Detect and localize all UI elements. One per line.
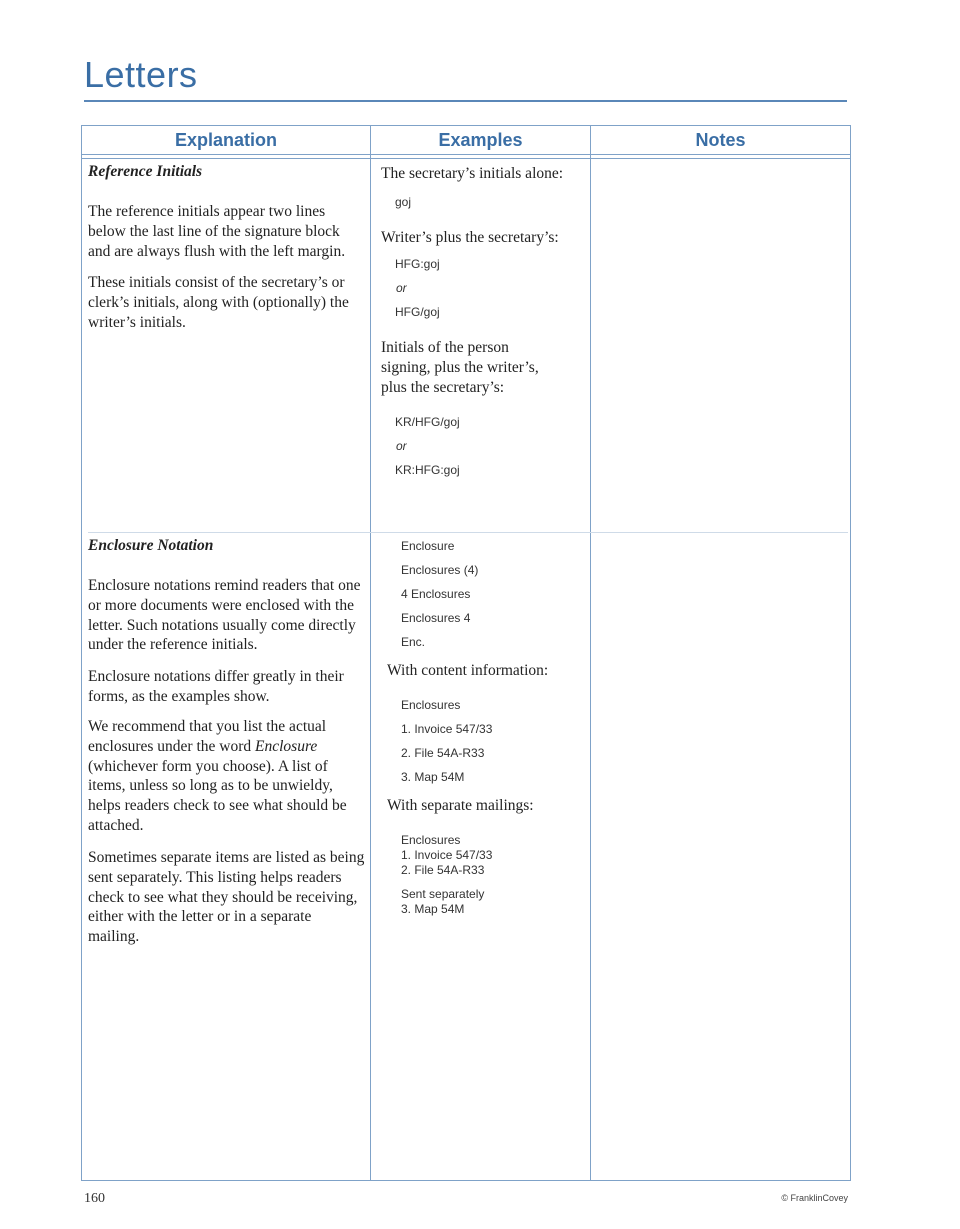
enclosure-paragraph-3-text: (whichever form you choose). A list of items, unless so long as to be unwieldy, helps readers check to see what should be attached. (88, 757, 347, 834)
example-item: HFG:goj (395, 257, 440, 271)
enclosure-form-item: Enclosure (401, 539, 455, 553)
header-rule-top (81, 154, 851, 155)
content-item: 1. Invoice 547/33 (401, 722, 493, 736)
content-item: 3. Map 54M (401, 770, 465, 784)
reference-initials-paragraph-1: The reference initials appear two lines below the last line of the signature block and are always flush with the left margin. (88, 203, 346, 260)
reference-initials-title: Reference Initials (88, 163, 203, 180)
title-rule (84, 100, 847, 102)
enclosure-form-item: Enc. (401, 635, 426, 649)
header-explanation: Explanation (174, 130, 277, 150)
page-title: Letters (84, 54, 198, 95)
reference-initials-paragraph-2: These initials consist of the secretary’s or clerk’s initials, along with (optionally) the writer’s initials. (88, 274, 349, 331)
example-item: goj (395, 195, 412, 209)
enclosure-form-item: Enclosures (4) (401, 563, 479, 577)
enclosure-paragraph-3 (88, 717, 366, 836)
example-item: KR:HFG:goj (395, 463, 460, 477)
content-item: Enclosures (401, 698, 461, 712)
example-or: or (396, 281, 407, 295)
enclosure-form-item: Enclosures 4 (401, 611, 471, 625)
enclosure-paragraph-1: Enclosure notations remind readers that one or more documents were enclosed with the letter. Such notations usually come directly under the reference initials. (88, 577, 361, 654)
header-notes: Notes (695, 130, 746, 150)
column-divider-1 (370, 125, 371, 1181)
example-item: HFG/goj (395, 305, 440, 319)
example-lead: With separate mailings: (387, 797, 534, 814)
enclosure-paragraph-2: Enclosure notations differ greatly in their forms, as the examples show. (88, 668, 344, 705)
content-item: 2. File 54A-R33 (401, 746, 485, 760)
row-separator (88, 532, 848, 533)
separate-item: 3. Map 54M (401, 902, 465, 916)
copyright: © FranklinCovey (781, 1193, 848, 1203)
column-divider-2 (590, 125, 591, 1181)
header-examples: Examples (438, 130, 523, 150)
separate-mailing-block (401, 887, 484, 917)
example-item: KR/HFG/goj (395, 415, 460, 429)
enclosure-paragraph-4: Sometimes separate items are listed as being sent separately. This listing helps readers check to see what they should be receiving, either with the letter or in a separate mailing. (88, 849, 365, 946)
separate-item: 1. Invoice 547/33 (401, 848, 493, 862)
separate-item: 2. File 54A-R33 (401, 863, 485, 877)
separate-item: Sent separately (401, 887, 485, 901)
separate-mailing-block (401, 833, 492, 878)
enclosure-paragraph-3-text: We recommend that you list the actual enclosures under the word (88, 718, 327, 755)
enclosure-form-item: 4 Enclosures (401, 587, 471, 601)
example-lead: Initials of the person signing, plus the writer’s, plus the secretary’s: (381, 339, 539, 396)
example-lead: The secretary’s initials alone: (381, 165, 564, 182)
example-or: or (396, 439, 407, 453)
example-lead: Writer’s plus the secretary’s: (381, 229, 559, 246)
separate-item: Enclosures (401, 833, 461, 847)
header-rule-bottom (81, 158, 851, 159)
enclosure-notation-title: Enclosure Notation (88, 537, 214, 554)
enclosure-paragraph-3-emphasis: Enclosure (255, 737, 318, 755)
example-lead: With content information: (387, 662, 549, 679)
page-number: 160 (84, 1191, 105, 1206)
